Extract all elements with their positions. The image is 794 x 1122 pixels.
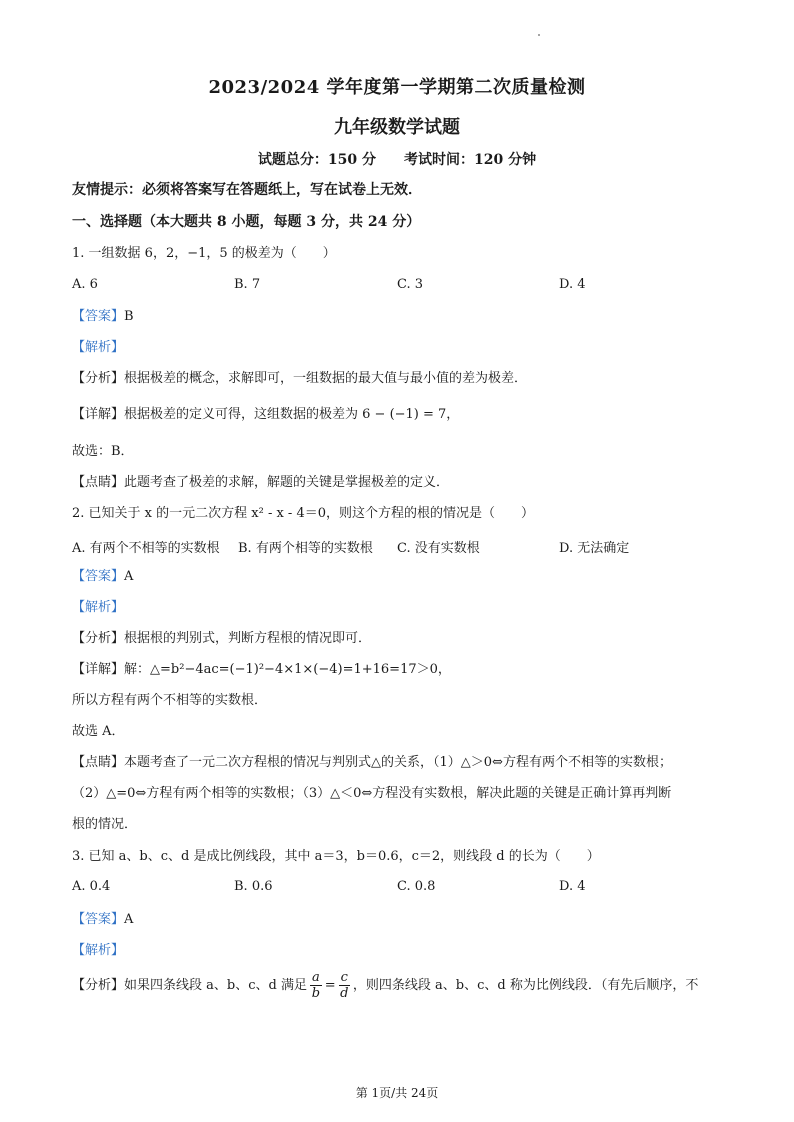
- exam-time: 考试时间：120 分钟: [404, 152, 537, 168]
- q1-stem: 1. 一组数据 6，2，−1，5 的极差为（ ）: [72, 246, 336, 261]
- q2-comment-text: 本题考查了一元二次方程根的情况与判别式△的关系，（1）△＞0⇔方程有两个不相等的实数根；: [124, 755, 672, 770]
- q1-fenxi-text: 根据极差的概念，求解即可，一组数据的最大值与最小值的差为极差．: [124, 371, 528, 386]
- q1-conclude: 故选：B．: [72, 444, 134, 459]
- q3-fenxi-pre: 如果四条线段 a、b、c、d 满足: [124, 978, 307, 993]
- q2-detail-2: 所以方程有两个不相等的实数根．: [72, 693, 268, 708]
- q1-comment: [72, 474, 449, 492]
- total-score: 试题总分：150 分: [257, 152, 376, 168]
- q2-comment-2: （2）△=0⇔方程有两个相等的实数根；（3）△＜0⇔方程没有实数根，解决此题的关键是正确计算再判断: [72, 786, 672, 801]
- q3-answer-value: A: [124, 912, 134, 927]
- q2-answer: [72, 568, 133, 586]
- scan-dot: [538, 34, 540, 36]
- q1-option-a: A. 6: [72, 277, 98, 292]
- fraction-a-over-b: $\frac{a}{b}$: [311, 970, 321, 1001]
- q2-fenxi-text: 根据根的判别式，判断方程根的情况即可．: [124, 631, 372, 646]
- exam-title: 2023/2024 学年度第一学期第二次质量检测: [208, 77, 586, 98]
- q3-answer: [72, 911, 133, 929]
- fenxi-label: 【分析】: [72, 371, 125, 386]
- q3-fenxi-post: ，则四条线段 a、b、c、d 称为比例线段．（有先后顺序，不: [352, 978, 699, 993]
- fenxi-label: 【分析】: [72, 631, 125, 646]
- answer-label: 【答案】: [72, 569, 125, 584]
- section-heading: 一、选择题（本大题共 8 小题，每题 3 分，共 24 分）: [72, 214, 421, 230]
- q1-answer-value: B: [124, 309, 134, 324]
- q3-option-d: D. 4: [559, 879, 586, 894]
- q2-option-c: C. 没有实数根: [397, 541, 480, 556]
- q1-option-c: C. 3: [397, 277, 424, 292]
- q3-option-b: B. 0.6: [234, 879, 273, 894]
- q3-stem: 3. 已知 a、b、c、d 是成比例线段，其中 a＝3，b＝0.6，c＝2，则线段 d 的长为（ ）: [72, 849, 600, 864]
- q2-detail-text: 解：△=b²−4ac=(−1)²−4×1×(−4)=1+16=17＞0，: [124, 662, 451, 677]
- q1-analysis-label: [72, 339, 124, 357]
- q2-option-b: B. 有两个相等的实数根: [238, 541, 373, 556]
- q1-option-b: B. 7: [234, 277, 261, 292]
- exam-info: [0, 149, 794, 169]
- fenxi-label: 【分析】: [72, 978, 125, 993]
- notice: 友情提示：必须将答案写在答题纸上，写在试卷上无效．: [72, 182, 422, 198]
- fraction-c-over-d: $\frac{c}{d}$: [340, 970, 349, 1001]
- q1-comment-text: 此题考查了极差的求解，解题的关键是掌握极差的定义．: [124, 475, 450, 490]
- q2-comment: [72, 754, 672, 772]
- comment-label: 【点睛】: [72, 475, 125, 490]
- analysis-label: 【解析】: [72, 943, 125, 958]
- q3-fenxi: [72, 968, 698, 1004]
- analysis-label: 【解析】: [72, 340, 125, 355]
- exam-subtitle: 九年级数学试题: [334, 117, 460, 138]
- equals-sign: =: [324, 978, 336, 993]
- q1-detail: [72, 406, 459, 424]
- q2-detail: [72, 661, 451, 679]
- q2-answer-value: A: [124, 569, 134, 584]
- q1-option-d: D. 4: [559, 277, 586, 292]
- q2-option-a: A. 有两个不相等的实数根: [72, 541, 220, 556]
- q2-fenxi: [72, 630, 371, 648]
- q1-answer: [72, 308, 134, 326]
- q1-detail-text: 根据极差的定义可得，这组数据的极差为 6 − (−1) = 7，: [124, 407, 460, 422]
- q2-comment-3: 根的情况．: [72, 817, 138, 832]
- answer-label: 【答案】: [72, 309, 125, 324]
- q1-fenxi: [72, 370, 527, 388]
- q3-option-c: C. 0.8: [397, 879, 436, 894]
- q2-conclude: 故选 A．: [72, 724, 125, 739]
- q3-analysis-label: [72, 942, 124, 960]
- q3-option-a: A. 0.4: [72, 879, 111, 894]
- comment-label: 【点睛】: [72, 755, 125, 770]
- q2-option-d: D. 无法确定: [559, 541, 630, 556]
- analysis-label: 【解析】: [72, 600, 125, 615]
- q2-stem: 2. 已知关于 x 的一元二次方程 x² - x - 4＝0，则这个方程的根的情况是（ ）: [72, 506, 534, 521]
- q2-analysis-label: [72, 599, 124, 617]
- detail-label: 【详解】: [72, 407, 125, 422]
- detail-label: 【详解】: [72, 662, 125, 677]
- answer-label: 【答案】: [72, 912, 125, 927]
- page-footer: 第 1页/共 24页: [355, 1086, 439, 1100]
